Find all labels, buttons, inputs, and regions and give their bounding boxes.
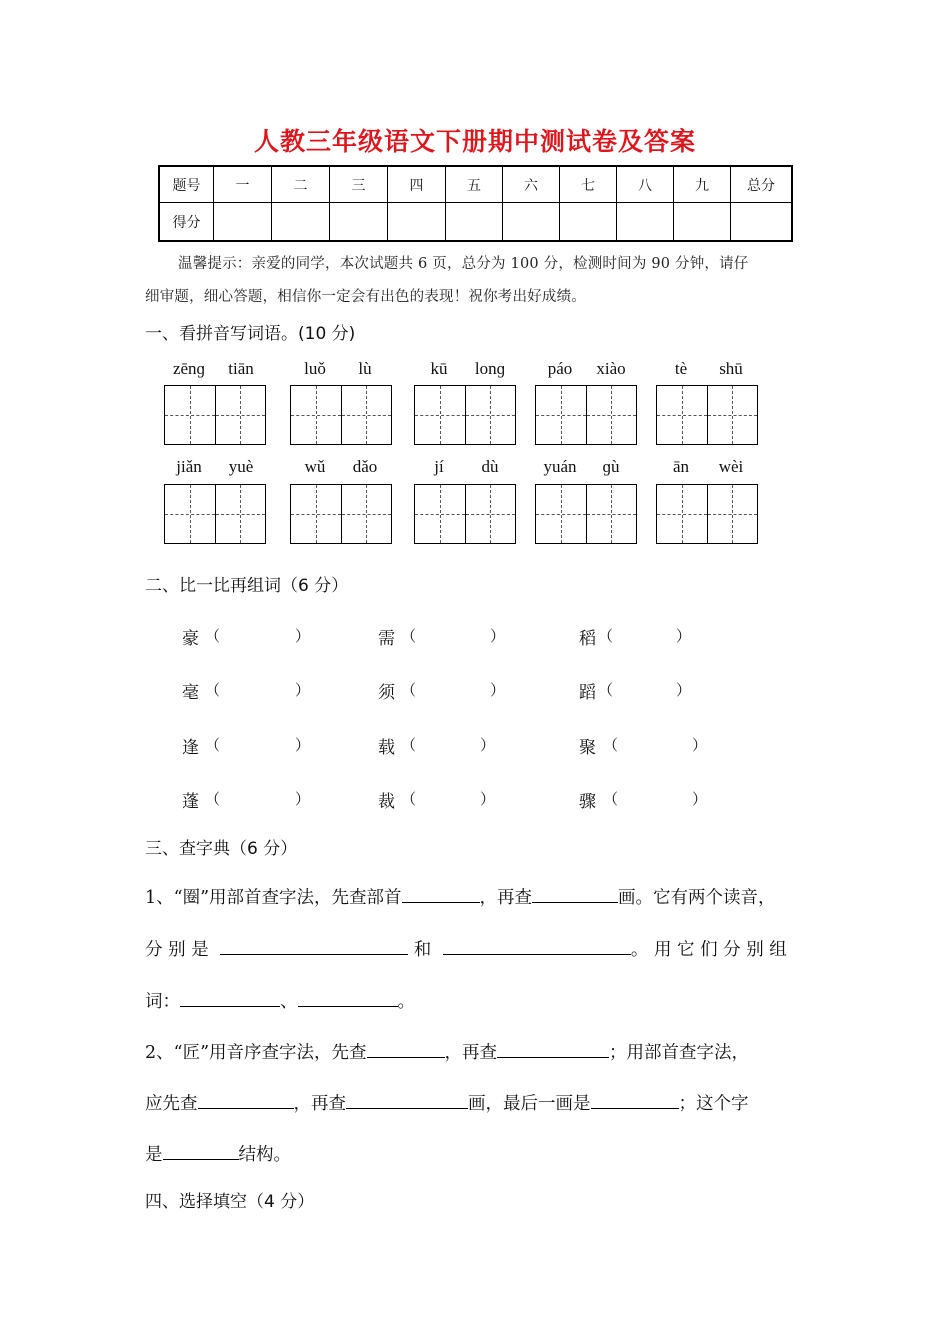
score-cell[interactable] — [388, 203, 446, 242]
answer-blank[interactable] — [222, 787, 292, 807]
score-table-score-row — [159, 203, 792, 242]
q1-text: 词： — [145, 992, 180, 1012]
pinyin-syllable: yuán — [543, 457, 577, 476]
score-cell[interactable] — [272, 203, 330, 242]
score-cell[interactable] — [617, 203, 674, 242]
q2-text: 2、“匠”用音序查字法，先查 — [145, 1043, 367, 1063]
page-title: 人教三年级语文下册期中测试卷及答案 — [253, 127, 696, 156]
question-2-line-1 — [145, 1039, 807, 1064]
answer-blank[interactable] — [298, 988, 398, 1007]
tip-line-1: 温馨提示：亲爱的同学，本次试题共 6 页，总分为 100 分，检测时间为 90 分钟，请仔 — [178, 256, 749, 272]
answer-blank[interactable] — [620, 787, 690, 807]
writing-grid[interactable] — [535, 385, 637, 445]
pinyin-syllable: ɡù — [602, 457, 620, 476]
q2-text: 结构。 — [238, 1145, 291, 1165]
score-cell[interactable] — [560, 203, 617, 242]
close-paren: ） — [676, 681, 692, 699]
open-paren: （ — [603, 736, 619, 754]
q2-text: ；这个字 — [678, 1094, 749, 1114]
score-header-cell: 二 — [272, 166, 330, 203]
pinyin-syllable: shū — [719, 359, 743, 378]
score-header-cell: 三 — [330, 166, 388, 203]
score-header-cell: 题号 — [159, 166, 214, 203]
answer-blank[interactable] — [497, 1039, 609, 1058]
q1-text: 、 — [280, 992, 298, 1012]
answer-blank[interactable] — [402, 884, 480, 903]
answer-blank[interactable] — [418, 787, 478, 807]
close-paren: ） — [676, 627, 692, 645]
open-paren: （ — [401, 681, 417, 699]
writing-grid[interactable] — [656, 385, 758, 445]
q1-text: 和 — [413, 940, 432, 960]
score-header-cell: 五 — [446, 166, 503, 203]
q1-text: 1、“圈”用部首查字法，先查部首 — [145, 888, 402, 908]
close-paren: ） — [490, 627, 506, 645]
pinyin-syllable: jí — [434, 457, 444, 476]
compare-character: 裁 — [378, 792, 395, 812]
q2-text: 应先查 — [145, 1094, 198, 1114]
score-header-cell: 四 — [388, 166, 446, 203]
pinyin-syllable: lù — [358, 359, 372, 378]
compare-character: 逢 — [182, 738, 199, 758]
q2-text: ；用部首查字法， — [609, 1043, 750, 1063]
score-table-header-row — [159, 166, 792, 203]
score-header-cell: 总分 — [731, 166, 793, 203]
writing-grid[interactable] — [414, 484, 516, 544]
pinyin-syllable: páo — [547, 359, 573, 378]
writing-grid[interactable] — [656, 484, 758, 544]
close-paren: ） — [692, 790, 708, 808]
pinyin-syllable: lonɡ — [474, 359, 506, 378]
compare-character: 骤 — [579, 792, 596, 812]
open-paren: （ — [401, 790, 417, 808]
q1-text: 画。它有两个读音， — [618, 888, 776, 908]
pinyin-syllable: ān — [672, 457, 690, 476]
pinyin-syllable: yuè — [228, 457, 254, 476]
pinyin-syllable: tiān — [228, 359, 254, 378]
question-1-line-2 — [145, 936, 807, 961]
answer-blank[interactable] — [222, 733, 292, 753]
q2-text: 是 — [145, 1145, 163, 1165]
answer-blank[interactable] — [367, 1039, 445, 1058]
answer-blank[interactable] — [443, 936, 631, 955]
pinyin-syllable: kū — [430, 359, 448, 378]
close-paren: ） — [295, 681, 311, 699]
compare-character: 毫 — [182, 683, 199, 703]
open-paren: （ — [401, 736, 417, 754]
score-cell[interactable] — [731, 203, 793, 242]
q2-text: ，再查 — [444, 1043, 498, 1063]
answer-blank[interactable] — [346, 1090, 468, 1109]
question-1-line-3 — [145, 988, 807, 1013]
pinyin-syllable: wèi — [718, 457, 744, 476]
answer-blank[interactable] — [418, 733, 478, 753]
close-paren: ） — [295, 627, 311, 645]
section3-heading: 三、查字典（6 分） — [145, 839, 298, 859]
section1-heading: 一、看拼音写词语。(10 分) — [145, 324, 356, 344]
score-header-cell: 一 — [214, 166, 272, 203]
answer-blank[interactable] — [180, 988, 280, 1007]
q1-text: 。 — [397, 992, 415, 1012]
answer-blank[interactable] — [222, 678, 292, 698]
open-paren: （ — [205, 681, 221, 699]
compare-character: 豪 — [182, 629, 199, 649]
close-paren: ） — [490, 681, 506, 699]
score-table — [158, 165, 793, 242]
open-paren: （ — [598, 681, 614, 699]
section2-heading: 二、比一比再组词（6 分） — [145, 576, 349, 596]
open-paren: （ — [401, 627, 417, 645]
writing-grid[interactable] — [164, 484, 266, 544]
pinyin-syllable: xiào — [596, 359, 626, 378]
answer-blank[interactable] — [222, 624, 292, 644]
score-cell[interactable] — [503, 203, 560, 242]
q1-text: 。 用 它 们 分 别 组 — [630, 940, 787, 960]
writing-grid[interactable] — [290, 385, 392, 445]
score-header-cell: 八 — [617, 166, 674, 203]
question-2-line-2 — [145, 1090, 807, 1115]
compare-character: 需 — [378, 629, 395, 649]
q2-text: 画，最后一画是 — [468, 1094, 591, 1114]
pinyin-syllable: zēnɡ — [172, 359, 206, 378]
question-2-line-3 — [145, 1141, 807, 1166]
compare-character: 蹈 — [579, 683, 596, 703]
pinyin-syllable: wǔ — [304, 457, 326, 476]
open-paren: （ — [603, 790, 619, 808]
score-header-cell: 七 — [560, 166, 617, 203]
close-paren: ） — [480, 736, 496, 754]
close-paren: ） — [692, 736, 708, 754]
writing-grid[interactable] — [290, 484, 392, 544]
answer-blank[interactable] — [418, 678, 488, 698]
pinyin-syllable: dǎo — [352, 457, 378, 476]
compare-character: 聚 — [579, 738, 596, 758]
open-paren: （ — [205, 790, 221, 808]
close-paren: ） — [295, 736, 311, 754]
writing-grid[interactable] — [535, 484, 637, 544]
compare-character: 稻 — [579, 629, 596, 649]
score-cell[interactable] — [674, 203, 731, 242]
pinyin-syllable: dù — [481, 457, 499, 476]
writing-grid[interactable] — [414, 385, 516, 445]
compare-character: 蓬 — [182, 792, 199, 812]
answer-blank[interactable] — [591, 1090, 679, 1109]
answer-blank[interactable] — [532, 884, 618, 903]
score-cell[interactable] — [446, 203, 503, 242]
score-cell[interactable] — [214, 203, 272, 242]
answer-blank[interactable] — [198, 1090, 294, 1109]
section4-heading: 四、选择填空（4 分） — [145, 1192, 315, 1212]
compare-character: 须 — [378, 683, 395, 703]
close-paren: ） — [480, 790, 496, 808]
score-row-label: 得分 — [159, 203, 214, 242]
answer-blank[interactable] — [620, 733, 690, 753]
open-paren: （ — [205, 627, 221, 645]
open-paren: （ — [205, 736, 221, 754]
q1-text: 分 别 是 — [145, 940, 209, 960]
answer-blank[interactable] — [220, 936, 408, 955]
question-1-line-1 — [145, 884, 807, 909]
pinyin-syllable: jiǎn — [176, 457, 202, 476]
writing-grid[interactable] — [164, 385, 266, 445]
compare-character: 载 — [378, 738, 395, 758]
open-paren: （ — [598, 627, 614, 645]
score-cell[interactable] — [330, 203, 388, 242]
tip-line-2: 细审题，细心答题，相信你一定会有出色的表现！祝你考出好成绩。 — [145, 289, 586, 305]
answer-blank[interactable] — [163, 1141, 239, 1160]
answer-blank[interactable] — [418, 624, 488, 644]
pinyin-syllable: tè — [674, 359, 688, 378]
answer-blank[interactable] — [615, 678, 675, 698]
q1-text: ，再查 — [479, 888, 533, 908]
q2-text: ，再查 — [293, 1094, 346, 1114]
score-header-cell: 六 — [503, 166, 560, 203]
pinyin-syllable: luǒ — [304, 359, 326, 378]
score-header-cell: 九 — [674, 166, 731, 203]
close-paren: ） — [295, 790, 311, 808]
answer-blank[interactable] — [615, 624, 675, 644]
